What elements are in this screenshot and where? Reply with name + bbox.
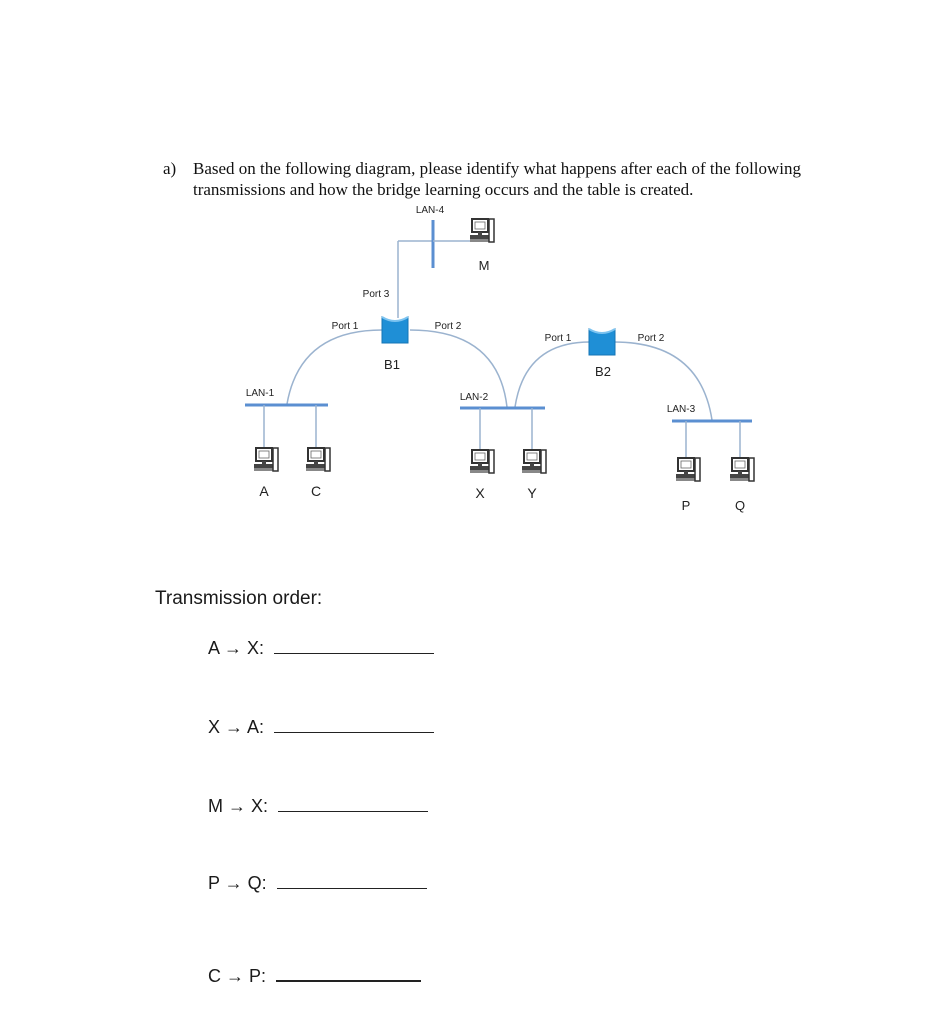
transmission-item	[208, 638, 434, 659]
question-text: Based on the following diagram, please identify what happens after each of the following transmissions and how the bridge learning occurs and the table is created.	[193, 159, 802, 199]
answer-blank[interactable]	[274, 639, 434, 654]
b1-port3-label: Port 3	[362, 289, 390, 300]
transmission-item	[208, 796, 428, 817]
host-c-icon	[306, 448, 330, 471]
transmission-label: C → P:	[208, 966, 267, 986]
b1-port2-label: Port 2	[434, 321, 462, 332]
link-b1-port2-lan2	[410, 330, 507, 407]
bridge-b2-label: B2	[595, 364, 611, 379]
answer-blank[interactable]	[277, 874, 427, 889]
host-c-label: C	[310, 483, 322, 499]
host-p-icon	[676, 458, 700, 481]
answer-blank[interactable]	[278, 797, 428, 812]
transmission-item	[208, 966, 421, 987]
host-p-label: P	[681, 498, 691, 513]
answer-blank[interactable]	[276, 966, 421, 982]
transmission-item	[208, 717, 434, 738]
b1-port1-label: Port 1	[331, 321, 359, 332]
lan2-label: LAN-2	[459, 392, 489, 403]
b2-port2-label: Port 2	[637, 333, 665, 344]
host-q-label: Q	[734, 498, 746, 513]
host-m-icon	[470, 219, 494, 242]
transmission-label: X → A:	[208, 717, 265, 737]
lan4-label: LAN-4	[415, 205, 445, 216]
host-y-label: Y	[527, 485, 537, 501]
bridge-b1-icon	[382, 317, 408, 343]
host-q-icon	[730, 458, 754, 481]
transmission-label: A → X:	[208, 638, 265, 658]
host-a-icon	[254, 448, 278, 471]
host-y-icon	[522, 450, 546, 473]
host-a-label: A	[259, 483, 269, 499]
link-b1-port1-lan1	[287, 330, 382, 404]
transmission-heading: Transmission order:	[155, 588, 323, 609]
link-b2-port2-lan3	[614, 342, 712, 420]
bridge-b2-icon	[589, 329, 615, 355]
transmission-label: P → Q:	[208, 873, 267, 893]
question-label: a)	[163, 159, 177, 178]
answer-blank[interactable]	[274, 718, 434, 733]
host-m-label: M	[478, 258, 490, 273]
lan3-label: LAN-3	[666, 404, 696, 415]
b2-port1-label: Port 1	[544, 333, 572, 344]
transmission-item	[208, 873, 427, 894]
link-b2-port1-lan2	[515, 342, 590, 407]
bridge-b1-label: B1	[384, 357, 400, 372]
host-x-label: X	[475, 485, 485, 501]
lan1-label: LAN-1	[245, 388, 275, 399]
host-x-icon	[470, 450, 494, 473]
transmission-label: M → X:	[208, 796, 269, 816]
